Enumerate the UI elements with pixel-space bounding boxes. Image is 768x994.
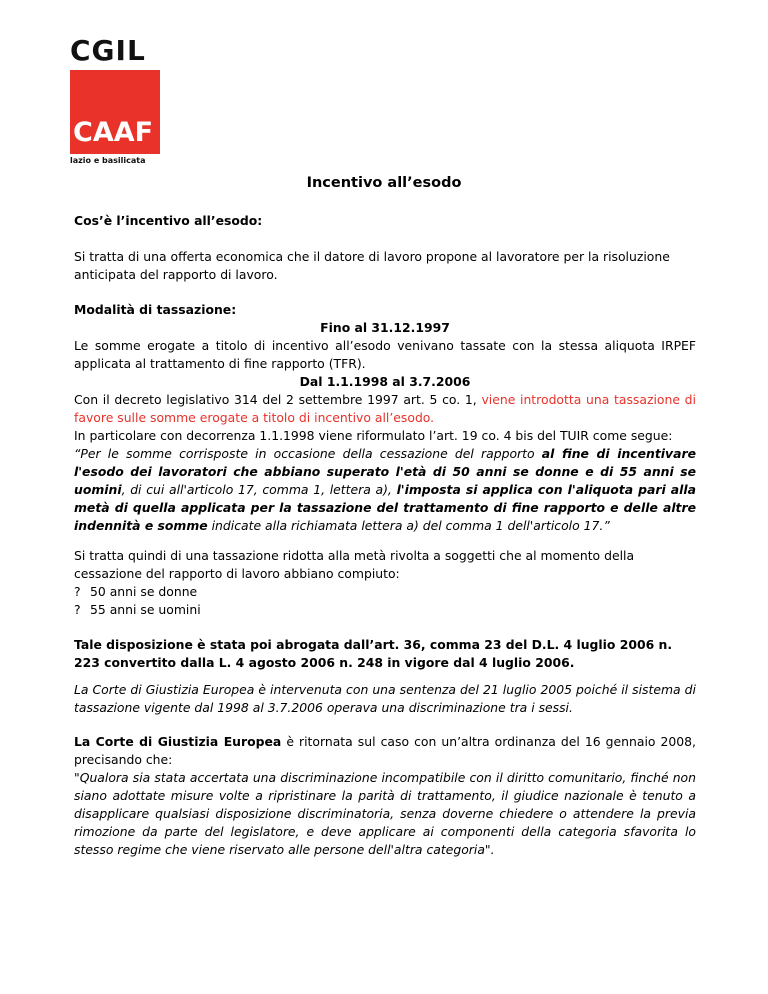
quote-part-3: , di cui all'articolo 17, comma 1, lettera a), — [121, 482, 397, 497]
quote-part-5: indicate alla richiamata lettera a) del comma 1 dell'articolo 17.” — [207, 518, 610, 533]
section2 — [74, 301, 696, 535]
bullet-mark: ? — [74, 602, 81, 617]
section1 — [74, 212, 696, 284]
period2-text-b: In particolare con decorrenza 1.1.1998 viene riformulato l’art. 19 co. 4 bis del TUIR come segue: — [74, 428, 673, 443]
court2-intro — [74, 733, 696, 769]
quote-part-2: al fine di incentivare l'esodo dei lavoratori che abbiano superato l'età di 50 anni se donne e di 55 anni se uomini — [74, 446, 696, 497]
period1-label: Fino al 31.12.1997 — [320, 320, 450, 335]
document-title: Incentivo all’esodo — [306, 175, 462, 191]
period2-label: Dal 1.1.1998 al 3.7.2006 — [299, 374, 471, 389]
bullet-text: 50 anni se donne — [90, 584, 198, 599]
period2-text-a: Con il decreto legislativo 314 del 2 settembre 1997 art. 5 co. 1, — [74, 392, 482, 407]
bullet-text: 55 anni se uomini — [90, 602, 201, 617]
court2-paragraph — [74, 733, 696, 859]
bullet-mark: ? — [74, 584, 81, 599]
logo-caaf-box — [70, 70, 160, 154]
court2-text: è ritornata sul caso con un’altra ordinanza del 16 gennaio 2008, precisando che: — [74, 734, 696, 767]
court-text: La Corte di Giustizia Europea è intervenuta con una sentenza del 21 luglio 2005 poiché il sistema di tassazione vigente dal 1998 al 3.7.2006 operava una discriminazione tra i sessi. — [74, 682, 696, 715]
period2-text-red: viene introdotta una tassazione di favore sulle somme erogate a titolo di incentivo all’esodo. — [74, 392, 696, 425]
logo-subtitle: lazio e basilicata — [70, 156, 146, 165]
quote-part-1: “Per le somme corrisposte in occasione della cessazione del rapporto — [74, 446, 542, 461]
logo-caaf-text: CAAF — [73, 117, 154, 148]
court2-bold: La Corte di Giustizia Europea — [74, 734, 282, 749]
section1-heading: Cos’è l’incentivo all’esodo: — [74, 213, 263, 228]
bullet-item — [74, 583, 696, 601]
section3 — [74, 547, 696, 619]
section2-heading: Modalità di tassazione: — [74, 302, 237, 317]
abrogation-paragraph — [74, 636, 696, 672]
reduced-text: Si tratta quindi di una tassazione ridotta alla metà rivolta a soggetti che al momento della cessazione del rapporto di lavoro abbiano compiuto: — [74, 548, 635, 581]
quote-part-4: l'imposta si applica con l'aliquota pari alla metà di quella applicata per la tassazione del trattamento di fine rapporto e delle altre indennità e somme — [74, 482, 697, 533]
period2-text — [74, 391, 696, 427]
period1-text: Le somme erogate a titolo di incentivo all’esodo venivano tassate con la stessa aliquota IRPEF applicata al trattamento di fine rapporto (TFR). — [74, 338, 696, 371]
court-paragraph — [74, 681, 696, 717]
abrogation-text: Tale disposizione è stata poi abrogata dall’art. 36, comma 23 del D.L. 4 luglio 2006 n. 223 convertito dalla L. 4 agosto 2006 n. 248 in vigore dal 4 luglio 2006. — [74, 637, 673, 670]
cgil-caaf-logo — [70, 36, 160, 165]
court2-quote: "Qualora sia stata accertata una discriminazione incompatibile con il diritto comunitario, finché non siano adottate misure volte a ripristinare la parità di trattamento, il giudice nazionale è tenuto a disapplicare qualsiasi disposizione discriminatoria, senza doverne chiedere o attendere la previa rimozione da parte del legislatore, e deve applicare ai componenti della categoria sfavorita lo stesso regime che viene riservato alle persone dell'altra categoria". — [74, 770, 696, 857]
tuir-quote — [74, 445, 696, 535]
section1-text: Si tratta di una offerta economica che il datore di lavoro propone al lavoratore per la risoluzione anticipata del rapporto di lavoro. — [74, 249, 670, 282]
logo-cgil-text: CGIL — [70, 34, 146, 67]
bullet-item — [74, 601, 696, 619]
